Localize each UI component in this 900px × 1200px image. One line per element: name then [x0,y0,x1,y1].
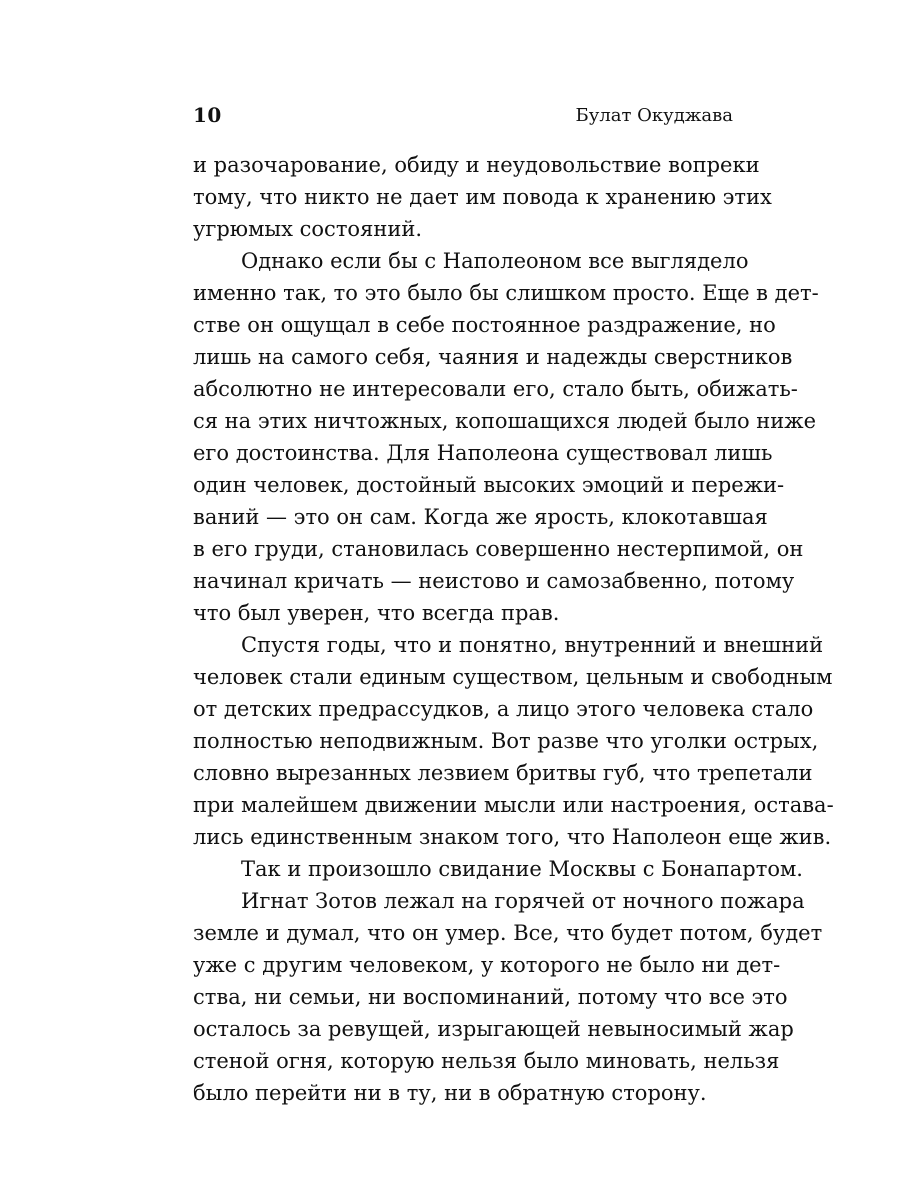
text-line: Однако если бы с Наполеоном все выглядело [241,249,749,273]
body-text [193,149,834,1109]
text-line: ся на этих ничтожных, копошащихся людей было ниже [193,409,817,433]
text-line: стеной огня, которую нельзя было миновать, нельзя [193,1049,780,1073]
text-line: осталось за ревущей, изрыгающей невыносимый жар [193,1017,794,1041]
text-line: начинал кричать — неистово и самозабвенно, потому [193,569,795,593]
text-line: при малейшем движении мысли или настроения, остава- [193,793,834,817]
text-line: человек стали единым существом, цельным и свободным [193,665,833,689]
text-line: тому, что никто не дает им повода к хранению этих [193,185,772,209]
text-line: уже с другим человеком, у которого не было ни дет- [193,953,781,977]
page-header [193,103,733,133]
text-line: один человек, достойный высоких эмоций и пережи- [193,473,785,497]
text-line: что был уверен, что всегда прав. [193,601,560,625]
text-line: было перейти ни в ту, ни в обратную сторону. [193,1081,707,1105]
text-line: и разочарование, обиду и неудовольствие вопреки [193,153,760,177]
text-line: Игнат Зотов лежал на горячей от ночного пожара [241,889,805,913]
text-line: ваний — это он сам. Когда же ярость, клокотавшая [193,505,768,529]
page-number: 10 [193,103,222,127]
text-line: полностью неподвижным. Вот разве что уголки острых, [193,729,819,753]
text-line: именно так, то это было бы слишком просто. Еще в дет- [193,281,819,305]
running-head-author: Булат Окуджава [575,105,733,126]
text-line: в его груди, становилась совершенно нестерпимой, он [193,537,804,561]
text-line: земле и думал, что он умер. Все, что будет потом, будет [193,921,823,945]
text-line: его достоинства. Для Наполеона существовал лишь [193,441,773,465]
text-line: стве он ощущал в себе постоянное раздражение, но [193,313,776,337]
text-line: Спустя годы, что и понятно, внутренний и внешний [241,633,824,657]
text-line: абсолютно не интересовали его, стало быть, обижать- [193,377,798,401]
text-line: словно вырезанных лезвием бритвы губ, что трепетали [193,761,813,785]
text-line: от детских предрассудков, а лицо этого человека стало [193,697,814,721]
text-line: Так и произошло свидание Москвы с Бонапартом. [241,857,803,881]
text-line: лись единственным знаком того, что Наполеон еще жив. [193,825,832,849]
text-line: угрюмых состояний. [193,217,422,241]
text-line: лишь на самого себя, чаяния и надежды сверстников [193,345,793,369]
text-line: ства, ни семьи, ни воспоминаний, потому что все это [193,985,788,1009]
